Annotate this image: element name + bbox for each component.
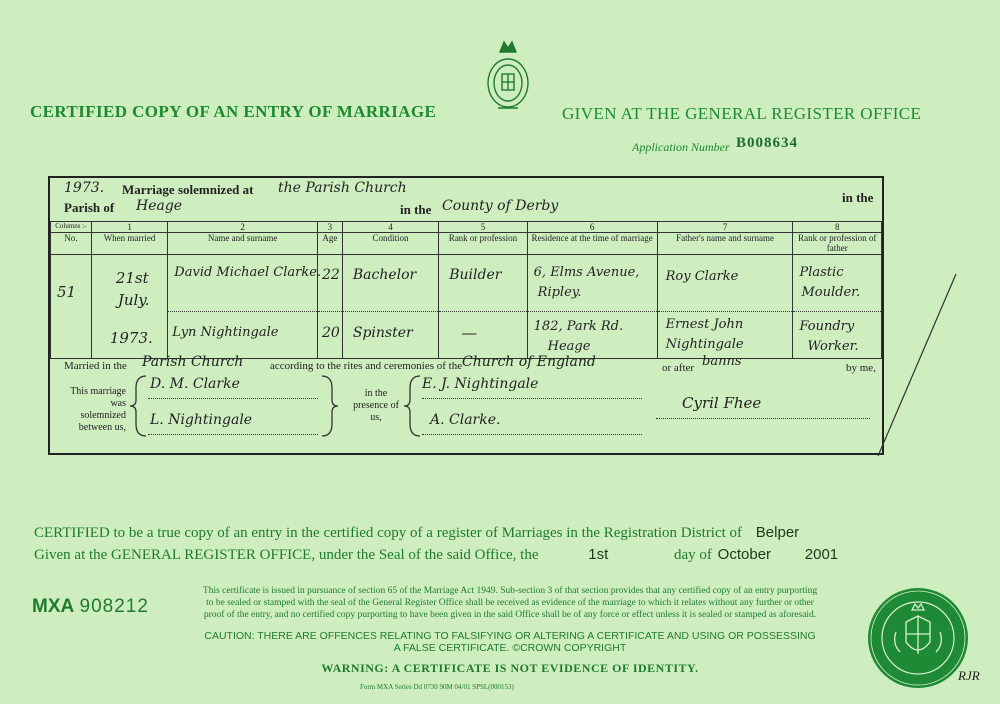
column-number: 4 xyxy=(342,222,438,233)
bride-father-name-line2: Nightingale xyxy=(665,337,744,352)
residence-cell xyxy=(527,255,657,359)
columns-label: Columns :- xyxy=(51,222,92,233)
after-label: or after xyxy=(662,362,695,374)
rites-label: according to the rites and ceremonies of the xyxy=(270,360,463,372)
general-register-office-seal-icon xyxy=(866,586,970,690)
application-number: B008634 xyxy=(736,135,799,151)
form-footer: Form MXA Series Dd 0730 90M 04/01 SPSL(000153) xyxy=(360,683,514,691)
bride-age: 20 xyxy=(321,325,340,341)
column-header: Residence at the time of marriage xyxy=(527,233,657,255)
married-day: 21st xyxy=(115,269,149,287)
age-cell xyxy=(317,255,342,359)
groom-father-profession-line1: Plastic xyxy=(799,265,844,280)
witness-1-signature: E. J. Nightingale xyxy=(422,376,539,392)
column-header: Father's name and surname xyxy=(657,233,793,255)
groom-residence-line2: Ripley. xyxy=(537,285,582,300)
royal-crest-icon xyxy=(478,38,538,116)
column-header: Rank or profession of father xyxy=(793,233,882,255)
entry-number-cell xyxy=(51,255,92,359)
certified-statement xyxy=(34,524,799,542)
serial-prefix: MXA xyxy=(32,596,75,617)
county-in-the-label: in the xyxy=(400,202,432,217)
groom-name: David Michael Clarke. xyxy=(174,265,322,280)
certificate-title: CERTIFIED COPY OF AN ENTRY OF MARRIAGE xyxy=(30,102,437,121)
married-in-value: Parish Church xyxy=(142,354,244,370)
marriage-place: the Parish Church xyxy=(278,180,407,196)
presence-label: in the presence of us, xyxy=(353,388,399,423)
identity-warning: WARNING: A CERTIFICATE IS NOT EVIDENCE OF IDENTITY. xyxy=(321,661,699,675)
left-brace-icon xyxy=(128,374,150,438)
entry-number: 51 xyxy=(57,283,77,301)
married-in-label: Married in the xyxy=(64,360,127,372)
column-header: Condition xyxy=(342,233,438,255)
issue-month: October xyxy=(717,546,772,563)
register-entry-box xyxy=(48,176,884,455)
register-table xyxy=(50,221,882,359)
column-number: 5 xyxy=(439,222,527,233)
when-married-cell xyxy=(91,255,167,359)
groom-signature: D. M. Clarke xyxy=(150,376,240,392)
solemnized-at-label: Marriage solemnized at xyxy=(122,182,254,197)
after-value: banns xyxy=(702,354,742,369)
issuing-office-title: GIVEN AT THE GENERAL REGISTER OFFICE xyxy=(562,104,922,123)
column-number: 7 xyxy=(657,222,793,233)
name-cell xyxy=(168,255,322,359)
bride-condition: Spinster xyxy=(352,325,413,341)
parish-of-label: Parish of xyxy=(64,200,115,215)
bride-father-name-line1: Ernest John xyxy=(665,317,744,332)
bride-name: Lyn Nightingale xyxy=(172,325,279,340)
certified-text: CERTIFIED to be a true copy of an entry in the certified copy of a register of Marriages in the Registration District of xyxy=(34,525,743,541)
parish-name: Heage xyxy=(136,198,183,214)
officiant-signature: Cyril Fhee xyxy=(682,394,762,412)
father-name-cell xyxy=(657,255,793,359)
column-header: Name and surname xyxy=(168,233,318,255)
registration-district: Belper xyxy=(755,524,800,541)
column-number: 1 xyxy=(91,222,167,233)
column-header: No. xyxy=(51,233,92,255)
groom-father-profession-line2: Moulder. xyxy=(801,285,861,300)
clerk-initials: RJR xyxy=(958,668,980,683)
pen-stroke-icon xyxy=(876,270,960,460)
bride-profession: — xyxy=(461,323,478,342)
bride-signature: L. Nightingale xyxy=(150,412,253,428)
column-number: 8 xyxy=(793,222,882,233)
married-month: July. xyxy=(117,291,150,309)
column-header: Rank or profession xyxy=(439,233,527,255)
day-of-label: day of xyxy=(674,547,712,563)
issue-day: 1st xyxy=(588,546,609,563)
application-number-label: Application Number xyxy=(632,140,730,154)
condition-cell xyxy=(342,255,438,359)
groom-residence-line1: 6, Elms Avenue, xyxy=(533,265,640,280)
married-year: 1973. xyxy=(109,329,153,347)
column-number: 3 xyxy=(317,222,342,233)
bride-father-profession-line1: Foundry xyxy=(799,319,855,334)
caution-notice: CAUTION: THERE ARE OFFENCES RELATING TO FALSIFYING OR ALTERING A CERTIFICATE AND USING OR POSSESSING A FALSE CERTIFICATE. ©CROWN COPYRIGHT xyxy=(204,630,816,654)
groom-profession: Builder xyxy=(449,267,502,283)
by-me-label: by me, xyxy=(846,362,876,374)
column-number: 2 xyxy=(168,222,318,233)
issue-year: 2001 xyxy=(804,546,839,563)
given-at-text: Given at the GENERAL REGISTER OFFICE, under the Seal of the said Office, the xyxy=(34,547,539,563)
statutory-notice: This certificate is issued in pursuance of section 65 of the Marriage Act 1949. Sub-section 3 of that section provides that any certified copy of an entry purporting to be sealed or stamped with the seal of the General Register Office shall be received as evidence of the marriage to which it relates without any further or other proof of the entry, and no certified copy purporting to have been given in the said Office shall be of any force or effect unless it is sealed or stamped as aforesaid. xyxy=(202,586,818,620)
given-at-statement xyxy=(34,546,838,564)
column-number: 6 xyxy=(527,222,657,233)
serial-digits: 908212 xyxy=(79,596,149,617)
solemnized-between-label: This marriage was solemnized between us, xyxy=(70,386,126,433)
bride-residence-line1: 182, Park Rd. xyxy=(533,319,624,334)
bride-father-profession-line2: Worker. xyxy=(807,339,859,354)
witness-left-brace-icon xyxy=(402,374,424,438)
bride-residence-line2: Heage xyxy=(547,339,591,354)
groom-age: 22 xyxy=(321,267,340,283)
county-name: County of Derby xyxy=(442,198,559,214)
groom-father-name: Roy Clarke xyxy=(665,269,739,284)
serial-number xyxy=(32,596,149,618)
right-brace-icon xyxy=(318,374,340,438)
entry-year: 1973. xyxy=(64,180,105,196)
witness-2-signature: A. Clarke. xyxy=(430,412,501,428)
column-header: When married xyxy=(91,233,167,255)
column-header: Age xyxy=(317,233,342,255)
father-profession-cell xyxy=(793,255,882,359)
in-the-label: in the xyxy=(842,190,874,205)
profession-cell xyxy=(439,255,527,359)
rites-value: Church of England xyxy=(462,354,596,370)
groom-condition: Bachelor xyxy=(352,267,417,283)
